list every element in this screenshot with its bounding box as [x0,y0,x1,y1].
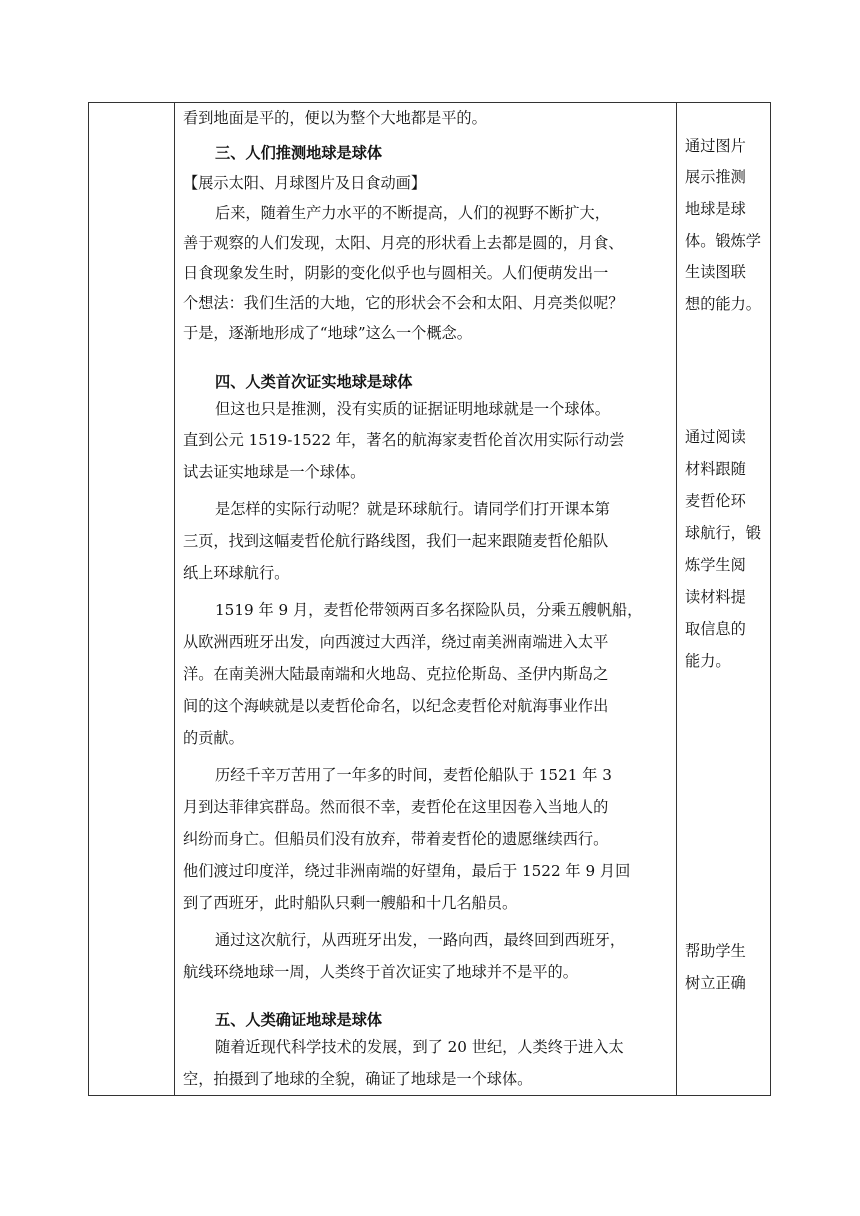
paragraph-line: 但这也只是推测，没有实质的证据证明地球就是一个球体。 [215,400,610,418]
paragraph-line: 后来，随着生产力水平的不断提高，人们的视野不断扩大， [215,204,610,222]
design-note-line: 球航行，锻 [685,524,761,542]
design-note-line: 帮助学生 [685,942,746,960]
design-note-line: 生读图联 [685,263,746,281]
design-note-line: 地球是球 [685,200,746,218]
paragraph-line: 看到地面是平的，便以为整个大地都是平的。 [183,109,487,127]
design-note-line: 炼学生阅 [685,556,746,574]
paragraph-line: 是怎样的实际行动呢？就是环球航行。请同学们打开课本第 [215,500,610,518]
paragraph-line: 间的这个海峡就是以麦哲伦命名，以纪念麦哲伦对航海事业作出 [183,697,609,715]
paragraph-line: 的贡献。 [183,729,244,747]
paragraph-line: 于是，逐渐地形成了“地球”这么一个概念。 [183,324,472,342]
design-note-line: 材料跟随 [685,460,746,478]
paragraph-line: 航线环绕地球一周，人类终于首次证实了地球并不是平的。 [183,963,578,981]
design-note-line: 体。锻炼学 [685,232,761,250]
lesson-plan-table [88,102,771,1096]
paragraph-line: 纸上环球航行。 [183,564,290,582]
paragraph-line: 个想法：我们生活的大地，它的形状会不会和太阳、月亮类似呢？ [183,294,624,312]
column-divider-right [676,103,677,1095]
design-note-line: 通过阅读 [685,428,746,446]
section-heading: 三、人们推测地球是球体 [215,144,383,162]
paragraph-line: 纠纷而身亡。但船员们没有放弃，带着麦哲伦的遗愿继续西行。 [183,830,609,848]
paragraph-line: 从欧洲西班牙出发，向西渡过大西洋，绕过南美洲南端进入太平 [183,633,609,651]
paragraph-line: 月到达菲律宾群岛。然而很不幸，麦哲伦在这里因卷入当地人的 [183,798,609,816]
column-divider-left [174,103,175,1095]
paragraph-line: 洋。在南美洲大陆最南端和火地岛、克拉伦斯岛、圣伊内斯岛之 [183,665,609,683]
design-note-line: 树立正确 [685,974,746,992]
design-note-line: 能力。 [685,652,731,670]
paragraph-line: 三页，找到这幅麦哲伦航行路线图，我们一起来跟随麦哲伦船队 [183,532,609,550]
design-note-line: 麦哲伦环 [685,492,746,510]
paragraph-line: 日食现象发生时，阴影的变化似乎也与圆相关。人们便萌发出一 [183,264,609,282]
paragraph-line: 他们渡过印度洋，绕过非洲南端的好望角，最后于 1522 年 9 月回 [183,862,631,880]
paragraph-line: 历经千辛万苦用了一年多的时间，麦哲伦船队于 1521 年 3 [215,766,612,784]
paragraph-line: 试去证实地球是一个球体。 [183,463,366,481]
section-heading: 五、人类确证地球是球体 [215,1011,383,1029]
design-note-line: 想的能力。 [685,295,761,313]
design-note-line: 展示推测 [685,168,746,186]
section-heading: 四、人类首次证实地球是球体 [215,373,413,391]
paragraph-line: 直到公元 1519-1522 年，著名的航海家麦哲伦首次用实际行动尝 [183,431,625,449]
paragraph-line: 【展示太阳、月球图片及日食动画】 [183,174,426,192]
paragraph-line: 随着近现代科学技术的发展，到了 20 世纪，人类终于进入太 [215,1038,624,1056]
design-note-line: 取信息的 [685,620,746,638]
paragraph-line: 善于观察的人们发现，太阳、月亮的形状看上去都是圆的，月食、 [183,234,624,252]
design-note-line: 读材料提 [685,588,746,606]
design-note-line: 通过图片 [685,137,746,155]
paragraph-line: 到了西班牙，此时船队只剩一艘船和十几名船员。 [183,894,518,912]
paragraph-line: 空，拍摄到了地球的全貌，确证了地球是一个球体。 [183,1070,533,1088]
paragraph-line: 1519 年 9 月，麦哲伦带领两百多名探险队员，分乘五艘帆船， [215,601,643,619]
paragraph-line: 通过这次航行，从西班牙出发，一路向西，最终回到西班牙， [215,931,626,949]
